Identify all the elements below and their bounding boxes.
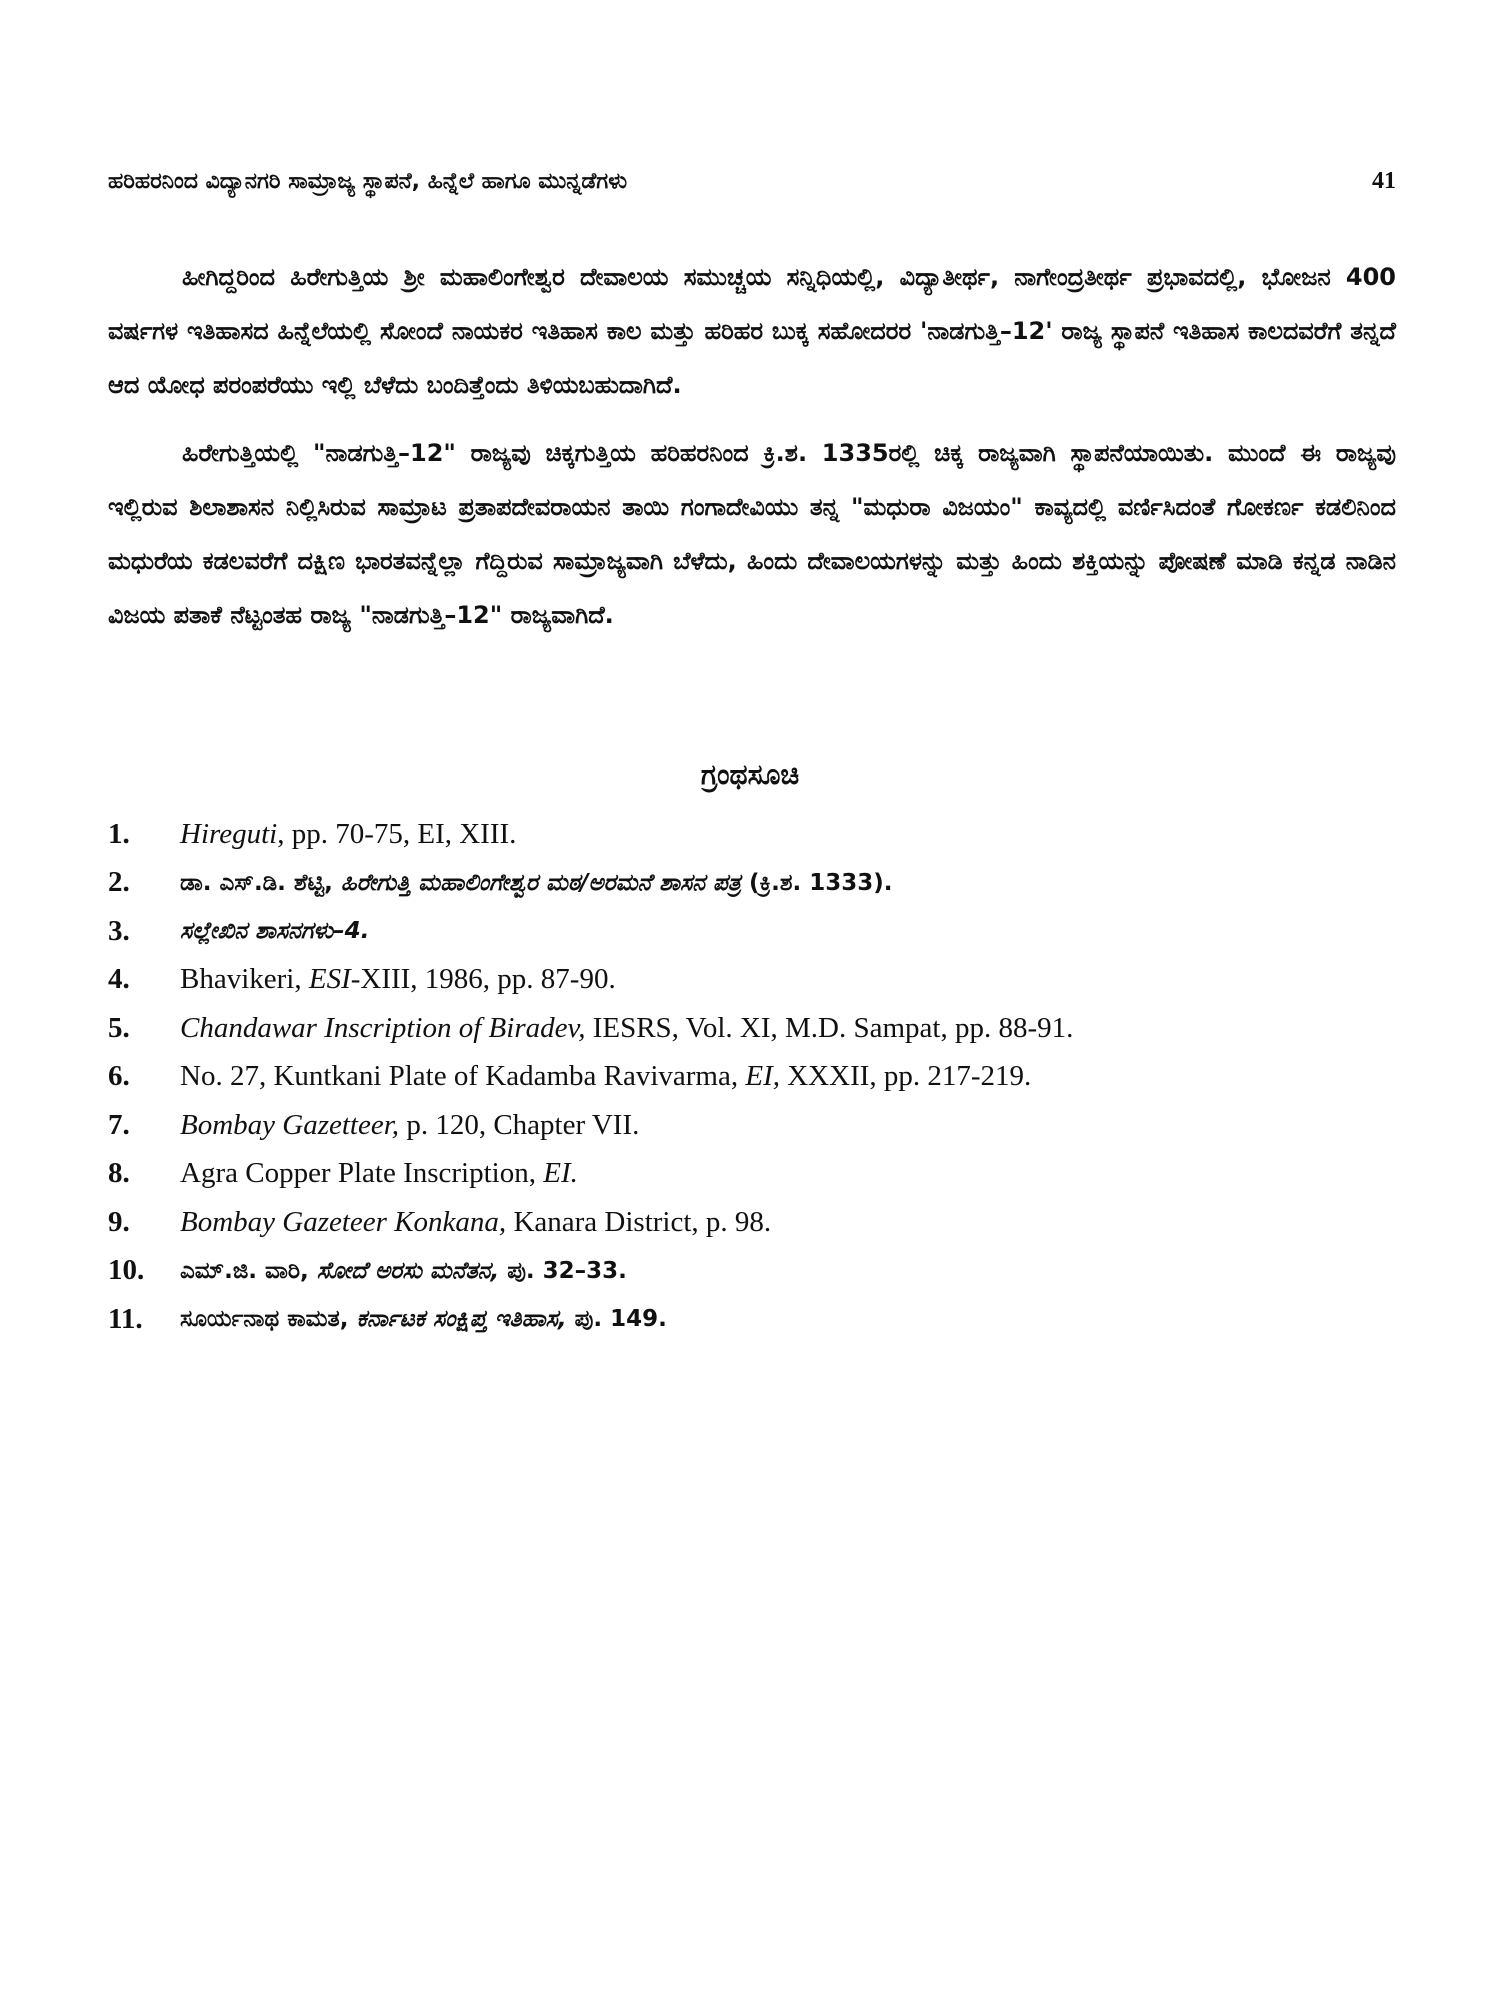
reference-text <box>180 1109 639 1142</box>
reference-text <box>180 1306 667 1332</box>
reference-item <box>108 810 1396 859</box>
reference-item <box>108 859 1396 908</box>
reference-text <box>180 1157 578 1190</box>
references-heading: ಗ್ರಂಥಸೂಚಿ <box>700 758 800 791</box>
reference-details: (ಕ್ರಿ.ಶ. 1333). <box>740 869 893 896</box>
reference-title: Hireguti <box>180 817 278 850</box>
reference-details: ಪು. 149. <box>566 1306 667 1333</box>
paragraph-2: ಹಿರೇಗುತ್ತಿಯಲ್ಲಿ "ನಾಡಗುತ್ತಿ–12" ರಾಜ್ಯವು ಚಿಕ್ಕಗುತ್ತಿಯ ಹರಿಹರನಿಂದ ಕ್ರಿ.ಶ. 1335ರಲ್ಲಿ ಚಿಕ್ಕ ರಾಜ್ಯವಾಗಿ ಸ್ಥಾಪನೆಯಾಯಿತು. ಮುಂದೆ ಈ ರಾಜ್ಯವು ಇಲ್ಲಿರುವ ಶಿಲಾಶಾಸನ ನಿಲ್ಲಿಸಿರುವ ಸಾಮ್ರಾಟ ಪ್ರತಾಪದೇವರಾಯನ ತಾಯಿ ಗಂಗಾದೇವಿಯು ತನ್ನ "ಮಧುರಾ ವಿಜಯಂ" ಕಾವ್ಯದಲ್ಲಿ ವರ್ಣಿಸಿದಂತೆ ಗೋಕರ್ಣ ಕಡಲಿನಿಂದ ಮಧುರೆಯ ಕಡಲವರೆಗೆ ದಕ್ಷಿಣ ಭಾರತವನ್ನೆಲ್ಲಾ ಗೆದ್ದಿರುವ ಸಾಮ್ರಾಜ್ಯವಾಗಿ ಬೆಳೆದು, ಹಿಂದು ದೇವಾಲಯಗಳನ್ನು ಮತ್ತು ಹಿಂದು ಶಕ್ತಿಯನ್ನು ಪೋಷಣೆ ಮಾಡಿ ಕನ್ನಡ ನಾಡಿನ ವಿಜಯ ಪತಾಕೆ ನೆಟ್ಟಂತಹ ರಾಜ್ಯ "ನಾಡಗುತ್ತಿ–12" ರಾಜ್ಯವಾಗಿದೆ. <box>108 439 1396 629</box>
reference-text <box>180 870 893 896</box>
reference-number: 3. <box>108 914 130 947</box>
reference-item <box>108 1198 1396 1247</box>
reference-item <box>108 956 1396 1005</box>
reference-author: Agra Copper Plate Inscription, <box>180 1157 544 1190</box>
reference-number: 6. <box>108 1060 130 1093</box>
reference-details: p. 120, Chapter VII. <box>399 1108 640 1141</box>
reference-title: Bombay Gazetteer, <box>180 1108 400 1141</box>
reference-details: XXXII, pp. 217-219. <box>779 1060 1032 1093</box>
reference-title: Chandawar Inscription of Biradev, <box>180 1011 586 1044</box>
reference-number: 4. <box>108 963 130 996</box>
reference-item <box>108 1053 1396 1102</box>
reference-number: 1. <box>108 817 130 850</box>
reference-number: 7. <box>108 1108 130 1141</box>
paragraph-1: ಹೀಗಿದ್ದರಿಂದ ಹಿರೇಗುತ್ತಿಯ ಶ್ರೀ ಮಹಾಲಿಂಗೇಶ್ವರ ದೇವಾಲಯ ಸಮುಚ್ಚಯ ಸನ್ನಿಧಿಯಲ್ಲಿ, ವಿದ್ಯಾತೀರ್ಥ, ನಾಗೇಂದ್ರತೀರ್ಥ ಪ್ರಭಾವದಲ್ಲಿ, ಭೋಜನ 400 ವರ್ಷಗಳ ಇತಿಹಾಸದ ಹಿನ್ನೆಲೆಯಲ್ಲಿ ಸೋಂದೆ ನಾಯಕರ ಇತಿಹಾಸ ಕಾಲ ಮತ್ತು ಹರಿಹರ ಬುಕ್ಕ ಸಹೋದರರ 'ನಾಡಗುತ್ತಿ–12' ರಾಜ್ಯ ಸ್ಥಾಪನೆ ಇತಿಹಾಸ ಕಾಲದವರೆಗೆ ತನ್ನದೆ ಆದ ಯೋಧ ಪರಂಪರೆಯು ಇಲ್ಲಿ ಬೆಳೆದು ಬಂದಿತ್ತೆಂದು ತಿಳಿಯಬಹುದಾಗಿದೆ. <box>108 263 1396 399</box>
reference-title: ಕರ್ನಾಟಕ ಸಂಕ್ಷಿಪ್ತ ಇತಿಹಾಸ, <box>356 1306 567 1333</box>
reference-details: IESRS, Vol. XI, M.D. Sampat, pp. 88-91. <box>585 1011 1074 1044</box>
reference-item <box>108 1247 1396 1296</box>
reference-details: , pp. 70-75, EI, XIII. <box>277 817 517 850</box>
reference-text <box>180 963 616 996</box>
reference-title: EI, <box>745 1060 780 1093</box>
reference-item <box>108 1150 1396 1199</box>
reference-item <box>108 1295 1396 1344</box>
reference-text <box>180 818 516 851</box>
reference-number: 10. <box>108 1254 145 1287</box>
reference-details: -XIII, 1986, pp. 87-90. <box>350 963 616 996</box>
running-header-title: ಹರಿಹರನಿಂದ ವಿದ್ಯಾನಗರಿ ಸಾಮ್ರಾಜ್ಯ ಸ್ಥಾಪನೆ, ಹಿನ್ನೆಲೆ ಹಾಗೂ ಮುನ್ನಡೆಗಳು <box>108 169 628 194</box>
running-header <box>108 168 1396 195</box>
reference-author: ಸೂರ್ಯನಾಥ ಕಾಮತ, <box>180 1306 357 1333</box>
reference-number: 9. <box>108 1205 130 1238</box>
reference-author: ಡಾ. ಎಸ್.ಡಿ. ಶೆಟ್ಟಿ, <box>180 869 341 896</box>
reference-item <box>108 1004 1396 1053</box>
reference-number: 11. <box>108 1302 143 1335</box>
reference-text <box>180 1258 627 1284</box>
reference-details: Kanara District, p. 98. <box>506 1205 772 1238</box>
reference-author: No. 27, Kuntkani Plate of Kadamba Ravivarma, <box>180 1060 746 1093</box>
reference-author: ಎಮ್.ಜಿ. ವಾರಿ, <box>180 1257 317 1284</box>
reference-title: Bombay Gazeteer Konkana, <box>180 1205 507 1238</box>
body-text <box>108 250 1396 656</box>
reference-item <box>108 907 1396 956</box>
reference-text <box>180 918 369 944</box>
references-list <box>108 810 1396 1344</box>
reference-title: ಹಿರೇಗುತ್ತಿ ಮಹಾಲಿಂಗೇಶ್ವರ ಮಠ/ಅರಮನೆ ಶಾಸನ ಪತ್ರ <box>340 869 741 896</box>
reference-title: ಸೋದೆ ಅರಸು ಮನೆತನ, <box>316 1257 500 1284</box>
reference-details: ಪು. 32–33. <box>499 1257 627 1284</box>
page-number: 41 <box>1372 168 1396 194</box>
reference-number: 5. <box>108 1011 130 1044</box>
reference-title: ಸಲ್ಲೇಖಿನ ಶಾಸನಗಳು–4. <box>180 918 370 945</box>
reference-number: 8. <box>108 1157 130 1190</box>
reference-text <box>180 1012 1073 1045</box>
reference-title: ESI <box>308 963 351 996</box>
reference-number: 2. <box>108 866 130 899</box>
reference-author: Bhavikeri, <box>180 963 309 996</box>
reference-title: EI. <box>543 1157 578 1190</box>
reference-text <box>180 1206 771 1239</box>
reference-item <box>108 1101 1396 1150</box>
reference-text <box>180 1060 1031 1093</box>
